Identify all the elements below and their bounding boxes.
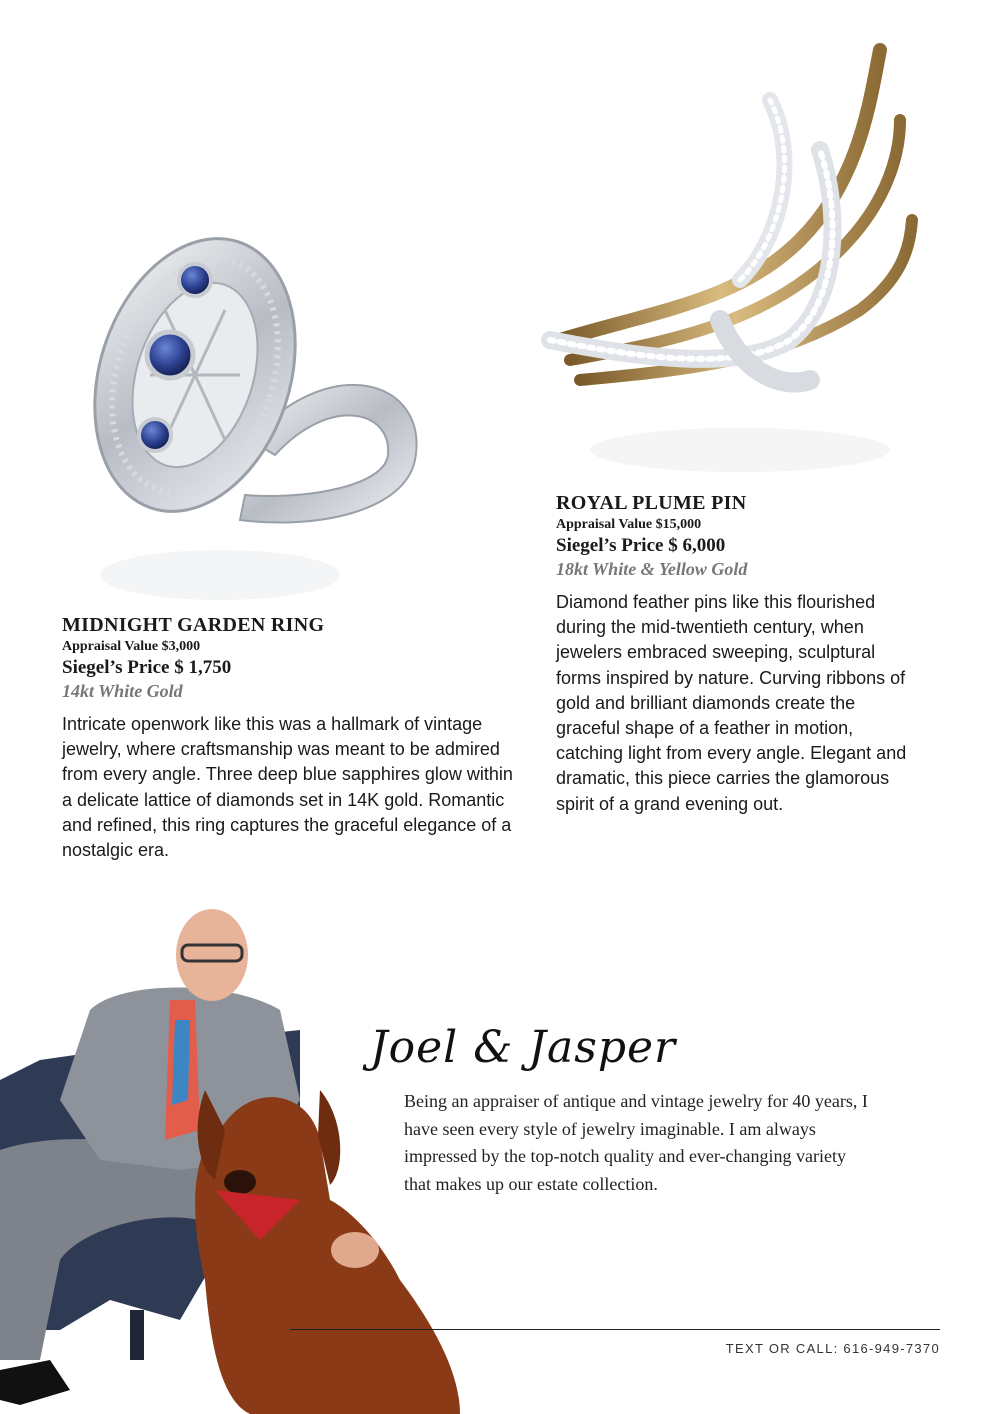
ring-name: MIDNIGHT GARDEN RING — [62, 614, 325, 636]
about-text: Being an appraiser of antique and vintage jewelry for 40 years, I have seen every style of jewelry imaginable. I am always impressed by the top-notch quality and ever-changing variety that makes up our estate collection. — [404, 1091, 868, 1194]
ring-description: Intricate openwork like this was a hallmark of vintage jewelry, where craftsmanship was meant to be admired from every angle. Three deep blue sapphires glow within a delicate lattice of diamonds set in 14K gold. Romantic and refined, this ring captures the graceful elegance of a nostalgic era. — [62, 714, 513, 861]
sapphire-top — [179, 264, 211, 296]
pin-info — [556, 492, 916, 817]
hand — [331, 1232, 379, 1268]
footer-divider — [290, 1329, 940, 1330]
portrait-photo — [0, 900, 470, 1414]
ring-appraisal: Appraisal Value $3,000 — [62, 639, 201, 654]
ring-info — [62, 614, 522, 863]
pin-appraisal: Appraisal Value $15,000 — [556, 517, 702, 532]
ring-metal: 14kt White Gold — [62, 681, 183, 701]
signature: Joel & Jasper — [370, 1022, 677, 1073]
ring-image — [70, 230, 450, 610]
face — [176, 909, 248, 1001]
sapphire-center — [147, 332, 193, 378]
ring-price: Siegel’s Price $ 1,750 — [62, 657, 232, 678]
pin-description: Diamond feather pins like this flourished during the mid-twentieth century, when jewelers embraced sweeping, sculptural forms inspired by nature. Curving ribbons of gold and brilliant diamonds create the graceful shape of a feather in motion, catching light from every angle. Elegant and dramatic, this piece carries the glamorous spirit of a grand evening out. — [556, 592, 907, 814]
pin-metal: 18kt White & Yellow Gold — [556, 559, 748, 579]
pin-name: ROYAL PLUME PIN — [556, 492, 747, 514]
pin-image — [540, 40, 920, 480]
pin-price: Siegel’s Price $ 6,000 — [556, 535, 726, 556]
sapphire-bottom — [139, 419, 171, 451]
dog-snout — [224, 1170, 256, 1194]
contact-info: TEXT OR CALL: 616-949-7370 — [725, 1341, 940, 1356]
